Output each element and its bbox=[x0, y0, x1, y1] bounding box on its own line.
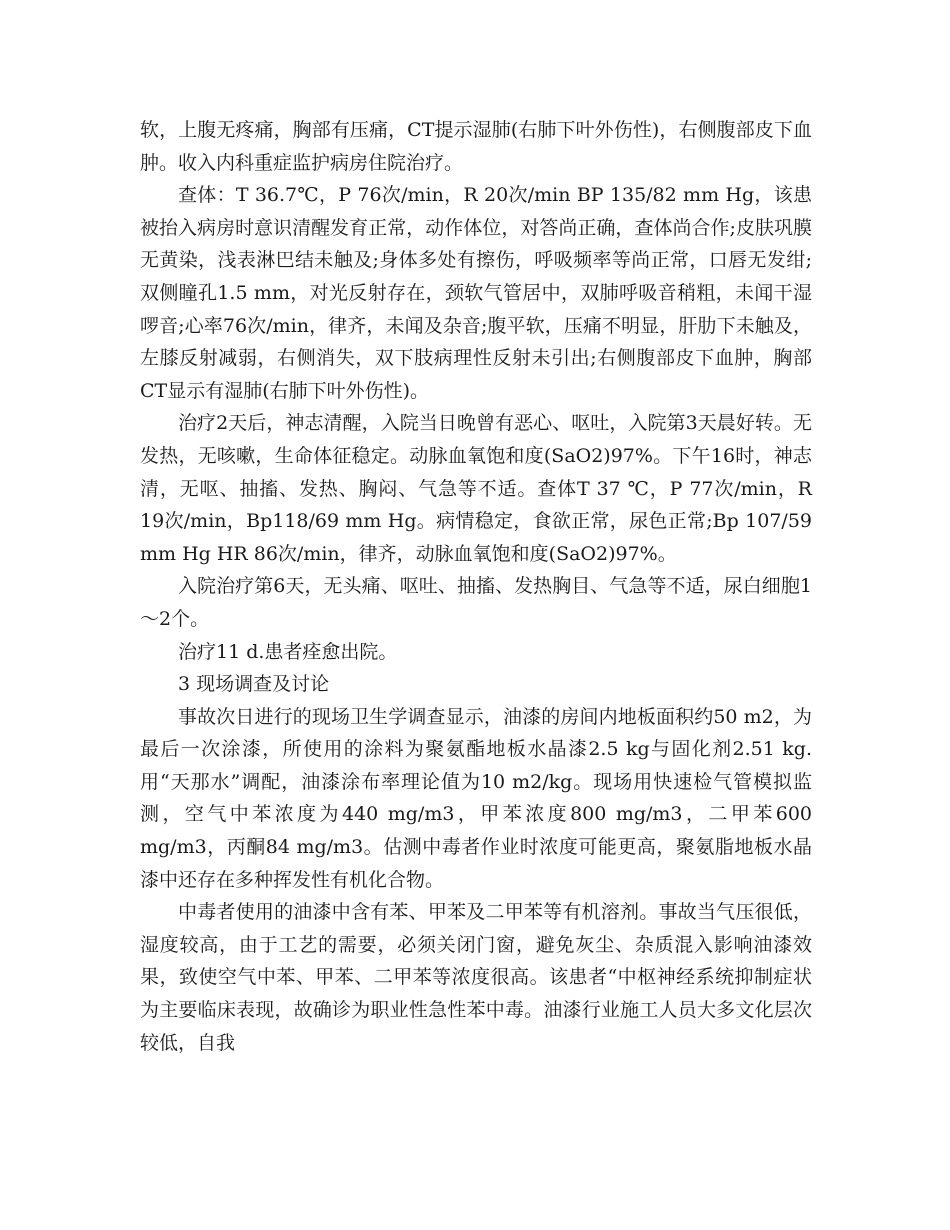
paragraph-treatment-day6: 入院治疗第6天，无头痛、呕吐、抽搐、发热胸目、气急等不适，尿白细胞1～2个。 bbox=[140, 575, 812, 630]
paragraph-examination: 查体：T 36.7℃，P 76次/min，R 20次/min BP 135/82 mm Hg，该患被抬入病房时意识清醒发育正常，动作体位，对答尚正确，查体尚合作;皮肤巩膜无黄染，浅表淋巴结未触及;身体多处有擦伤，呼吸频率等尚正常，口唇无发绀;双侧瞳孔1.5 mm，对光反射存在，颈软气管居中，双肺呼吸音稍粗，未闻干湿啰音;心率76次/min，律齐，未闻及杂音;腹平软，压痛不明显，肝肋下未触及，左膝反射减弱，右侧消失，双下肢病理性反射未引出;右侧腹部皮下血肿，胸部CT显示有湿肺(右肺下叶外伤性)。 bbox=[140, 184, 812, 402]
paragraph-continuation: 软，上腹无疼痛，胸部有压痛，CT提示湿肺(右肺下叶外伤性)，右侧腹部皮下血肿。收入内科重症监护病房住院治疗。 bbox=[140, 119, 812, 174]
section-heading: 3 现场调查及讨论 bbox=[178, 673, 330, 696]
paragraph-discussion: 中毒者使用的油漆中含有苯、甲苯及二甲苯等有机溶剂。事故当气压很低，湿度较高，由于工艺的需要，必须关闭门窗，避免灰尘、杂质混入影响油漆效果，致使空气中苯、甲苯、二甲苯等浓度很高。该患者“中枢神经系统抑制症状为主要临床表现，故确诊为职业性急性苯中毒。油漆行业施工人员大多文化层次较低，自我 bbox=[140, 901, 812, 1054]
document-body bbox=[140, 114, 812, 1059]
paragraph-site-investigation: 事故次日进行的现场卫生学调查显示，油漆的房间内地板面积约50 m2，为最后一次涂漆，所使用的涂料为聚氨酯地板水晶漆2.5 kg与固化剂2.51 kg.用“天那水”调配，油漆涂布率理论值为10 m2/kg。现场用快速检气管模拟监测，空气中苯浓度为440 mg/m3，甲苯浓度800 mg/m3，二甲苯600 mg/m3，丙酮84 mg/m3。估测中毒者作业时浓度可能更高，聚氨脂地板水晶漆中还存在多种挥发性有机化合物。 bbox=[140, 705, 812, 891]
paragraph-treatment-day2: 治疗2天后，神志清醒，入院当日晚曾有恶心、呕吐，入院第3天晨好转。无发热，无咳嗽，生命体征稳定。动脉血氧饱和度(SaO2)97%。下午16时，神志清，无呕、抽搐、发热、胸闷、气急等不适。查体T 37 ℃，P 77次/min，R 19次/min，Bp118/69 mm Hg。病情稳定，食欲正常，尿色正常;Bp 107/59 mm Hg HR 86次/min，律齐，动脉血氧饱和度(SaO2)97%。 bbox=[140, 412, 812, 565]
paragraph-discharge: 治疗11 d.患者痊愈出院。 bbox=[178, 640, 398, 663]
